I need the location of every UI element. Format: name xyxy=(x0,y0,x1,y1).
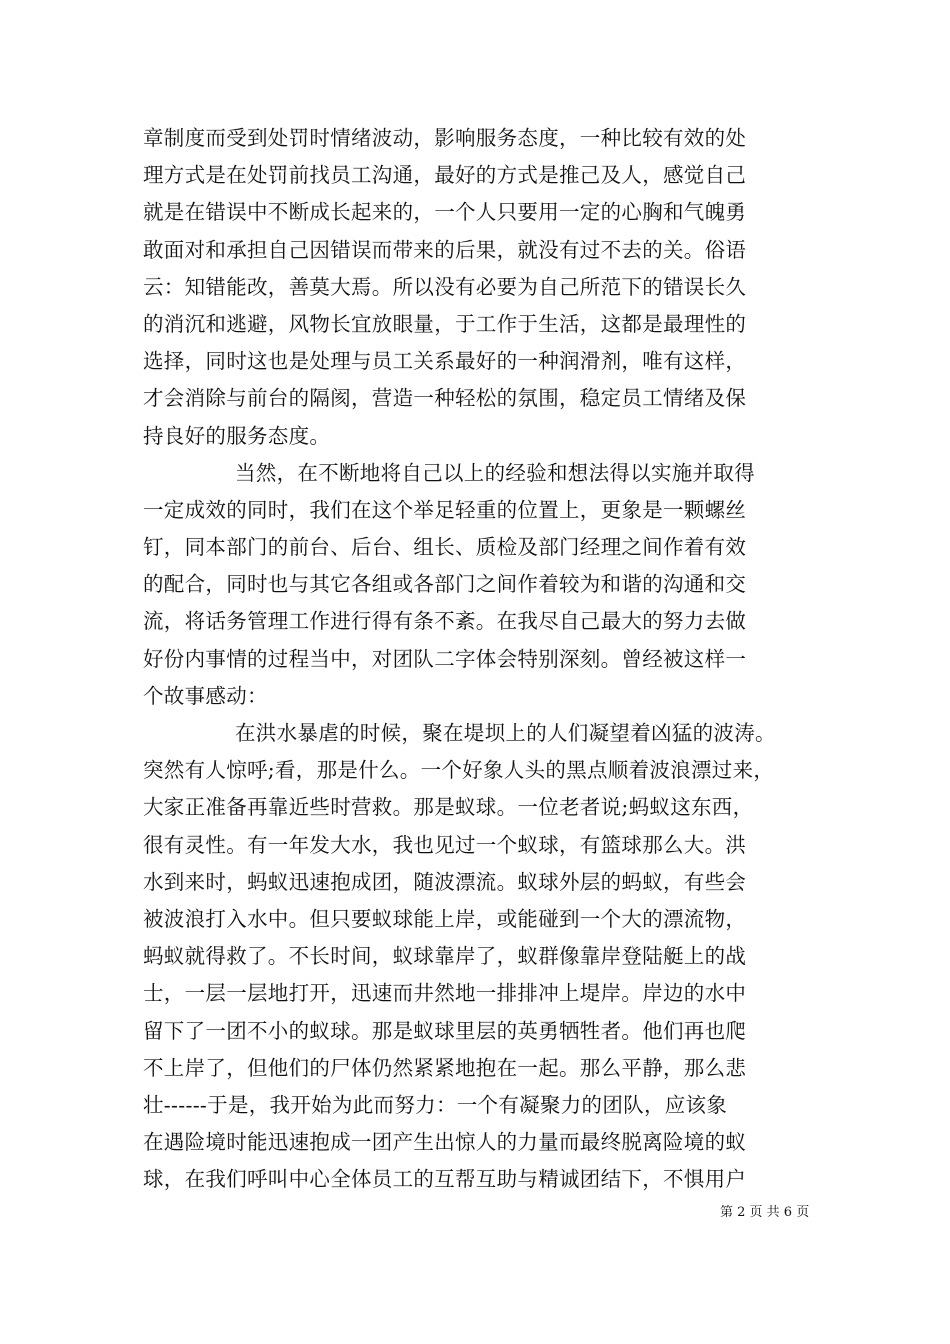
text-line: 蚂蚁就得救了。不长时间，蚁球靠岸了，蚁群像靠岸登陆艇上的战 xyxy=(143,944,747,969)
text-line: 壮------于是，我开始为此而努力：一个有凝聚力的团队，应该象 xyxy=(143,1092,728,1117)
text-line: 章制度而受到处罚时情绪波动，影响服务态度，一种比较有效的处 xyxy=(143,126,747,150)
page-number-footer: 第 2 页 共 6 页 xyxy=(720,1205,810,1220)
text-line: 好份内事情的过程当中，对团队二字体会特别深刻。曾经被这样一 xyxy=(143,646,747,671)
text-line: 持良好的服务态度。 xyxy=(143,423,331,448)
text-line: 球，在我们呼叫中心全体员工的互帮互助与精诚团结下，不惧用户 xyxy=(143,1167,747,1192)
text-line: 突然有人惊呼;看，那是什么。一个好象人头的黑点顺着波浪漂过来， xyxy=(143,758,775,783)
text-line: 在洪水暴虐的时候，聚在堤坝上的人们凝望着凶猛的波涛。 xyxy=(235,721,776,745)
text-line: 流，将话务管理工作进行得有条不紊。在我尽自己最大的努力去做 xyxy=(143,609,747,634)
text-line: 就是在错误中不断成长起来的，一个人只要用一定的心胸和气魄勇 xyxy=(143,200,747,225)
text-line: 水到来时，蚂蚁迅速抱成团，随波漂流。蚁球外层的蚂蚁，有些会 xyxy=(143,869,747,894)
text-line: 个故事感动： xyxy=(143,683,268,708)
text-line: 留下了一团不小的蚁球。那是蚁球里层的英勇牺牲者。他们再也爬 xyxy=(143,1018,747,1043)
text-line: 被波浪打入水中。但只要蚁球能上岸，或能碰到一个大的漂流物， xyxy=(143,906,747,931)
text-line: 的配合，同时也与其它各组或各部门之间作着较为和谐的沟通和交 xyxy=(143,572,747,597)
text-line: 理方式是在处罚前找员工沟通，最好的方式是推己及人，感觉自己 xyxy=(143,163,747,188)
text-line: 士，一层一层地打开，迅速而井然地一排排冲上堤岸。岸边的水中 xyxy=(143,981,747,1006)
text-line: 大家正准备再靠近些时营救。那是蚁球。一位老者说;蚂蚁这东西， xyxy=(143,795,754,820)
text-line: 当然，在不断地将自己以上的经验和想法得以实施并取得 xyxy=(235,460,755,485)
text-line: 云：知错能改，善莫大焉。所以没有必要为自己所范下的错误长久 xyxy=(143,274,747,299)
text-line: 敢面对和承担自己因错误而带来的后果，就没有过不去的关。俗语 xyxy=(143,237,747,262)
body-text xyxy=(143,120,823,1198)
text-line: 一定成效的同时，我们在这个举足轻重的位置上，更象是一颗螺丝 xyxy=(143,497,747,522)
text-line: 很有灵性。有一年发大水，我也见过一个蚁球，有篮球那么大。洪 xyxy=(143,832,747,857)
text-line: 钉，同本部门的前台、后台、组长、质检及部门经理之间作着有效 xyxy=(143,535,747,560)
text-line: 的消沉和逃避，风物长宜放眼量，于工作于生活，这都是最理性的 xyxy=(143,311,747,336)
text-line: 才会消除与前台的隔阂，营造一种轻松的氛围，稳定员工情绪及保 xyxy=(143,386,747,411)
text-line: 不上岸了，但他们的尸体仍然紧紧地抱在一起。那么平静，那么悲 xyxy=(143,1055,747,1080)
text-line: 选择，同时这也是处理与员工关系最好的一种润滑剂，唯有这样， xyxy=(143,349,747,374)
text-line: 在遇险境时能迅速抱成一团产生出惊人的力量而最终脱离险境的蚁 xyxy=(143,1130,747,1155)
